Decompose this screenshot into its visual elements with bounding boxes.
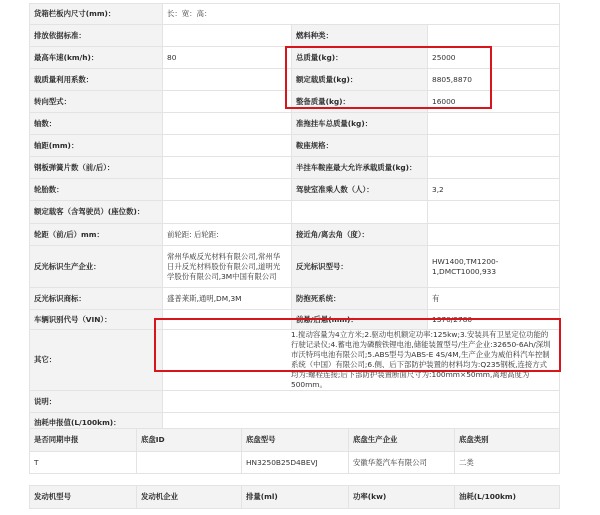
chassis-table <box>29 428 560 474</box>
spec-label: 整备质量(kg)： <box>292 91 428 113</box>
table-row <box>30 452 560 474</box>
spec-label: 轴数： <box>30 113 163 135</box>
spec-label: 载质量利用系数： <box>30 69 163 91</box>
spec-value: 前轮距: 后轮距: <box>163 224 292 246</box>
spec-label: 总质量(kg)： <box>292 47 428 69</box>
spec-label: 前悬/后悬(mm)： <box>292 310 428 330</box>
spec-value: 常州华威反光材料有限公司,常州华日升反光材料股份有限公司,道明光学股份有限公司,3M中国有限公司 <box>163 246 292 288</box>
spec-value <box>163 310 292 330</box>
spec-value <box>428 157 560 179</box>
spec-label: 接近角/离去角（度）： <box>292 224 428 246</box>
chassis-cell: 二类 <box>455 452 560 474</box>
spec-value: 长：宽：高： <box>163 4 560 25</box>
spec-label <box>292 201 428 224</box>
spec-label: 防抱死系统： <box>292 288 428 310</box>
table-row <box>30 310 560 330</box>
chassis-cell <box>137 452 242 474</box>
spec-value: 1370/2780 <box>428 310 560 330</box>
spec-label: 反光标识生产企业： <box>30 246 163 288</box>
table-row <box>30 429 560 452</box>
engine-header: 发动机企业 <box>137 486 242 509</box>
spec-value <box>428 25 560 47</box>
spec-value: 16000 <box>428 91 560 113</box>
spec-label: 最高车速(km/h)： <box>30 47 163 69</box>
spec-value <box>163 91 292 113</box>
table-row <box>30 25 560 47</box>
spec-label: 说明： <box>30 391 163 413</box>
spec-label: 额定载质量(kg)： <box>292 69 428 91</box>
spec-value: 3,2 <box>428 179 560 201</box>
spec-value <box>163 69 292 91</box>
spec-value: 有 <box>428 288 560 310</box>
chassis-header: 底盘型号 <box>242 429 349 452</box>
spec-value: 25000 <box>428 47 560 69</box>
spec-label: 轴距(mm)： <box>30 135 163 157</box>
spec-value <box>163 391 560 413</box>
engine-header: 油耗(L/100km) <box>455 486 560 509</box>
chassis-cell: 安徽华菱汽车有限公司 <box>349 452 455 474</box>
spec-value <box>163 157 292 179</box>
spec-label: 车辆识别代号（VIN）： <box>30 310 163 330</box>
spec-value: 8805,8870 <box>428 69 560 91</box>
spec-value <box>163 113 292 135</box>
table-row <box>30 246 560 288</box>
spec-value <box>428 224 560 246</box>
spec-label: 排放依据标准： <box>30 25 163 47</box>
spec-label: 钢板弹簧片数（前/后）： <box>30 157 163 179</box>
spec-label: 轮距（前/后）mm： <box>30 224 163 246</box>
spec-value: HW1400,TM1200-1,DMCT1000,933 <box>428 246 560 288</box>
engine-header: 功率(kw) <box>349 486 455 509</box>
table-row <box>30 135 560 157</box>
spec-value <box>163 25 292 47</box>
spec-label: 准拖挂车总质量(kg)： <box>292 113 428 135</box>
spec-label: 反光标识商标： <box>30 288 163 310</box>
spec-label: 货箱栏板内尺寸(mm)： <box>30 4 163 25</box>
spec-value-other: 1.搅动容量为4立方米;2.驱动电机额定功率:125kw;3.安装具有卫星定位功能的行驶记录仪;4.蓄电池为磷酸铁锂电池,储能装置型号/生产企业:32650-6Ah/深圳市沃特玛电池有限公司;5.ABS型号为ABS-E 4S/4M,生产企业为威伯科汽车控制系统（中国）有限公司;6.侧、后下部防护装置的材料均为:Q235钢板,连接方式均为:螺栓连接;后下部防护装置断面尺寸为:100mm×50mm,离地高度为500mm。 <box>163 330 560 391</box>
spec-label: 反光标识型号： <box>292 246 428 288</box>
spec-label: 轮胎数： <box>30 179 163 201</box>
table-row <box>30 330 560 391</box>
spec-value: 80 <box>163 47 292 69</box>
spec-label: 鞍座规格： <box>292 135 428 157</box>
table-row <box>30 224 560 246</box>
spec-label: 其它： <box>30 330 163 391</box>
table-row <box>30 157 560 179</box>
spec-label: 驾驶室准乘人数（人）： <box>292 179 428 201</box>
chassis-header: 是否同期申报 <box>30 429 137 452</box>
spec-label: 半挂车鞍座最大允许承载质量(kg)： <box>292 157 428 179</box>
chassis-cell: HN3250B25D4BEVJ <box>242 452 349 474</box>
table-row <box>30 179 560 201</box>
table-row <box>30 47 560 69</box>
engine-header: 排量(ml) <box>242 486 349 509</box>
chassis-header: 底盘ID <box>137 429 242 452</box>
chassis-header: 底盘类别 <box>455 429 560 452</box>
spec-label: 燃料种类： <box>292 25 428 47</box>
engine-table <box>29 485 560 509</box>
spec-value <box>428 135 560 157</box>
table-row <box>30 113 560 135</box>
chassis-header: 底盘生产企业 <box>349 429 455 452</box>
table-row <box>30 91 560 113</box>
spec-value <box>163 201 292 224</box>
spec-label: 额定载客（含驾驶员）(座位数)： <box>30 201 163 224</box>
table-row <box>30 4 560 25</box>
table-row <box>30 391 560 413</box>
spec-label: 转向型式： <box>30 91 163 113</box>
spec-value <box>163 179 292 201</box>
spec-value <box>163 135 292 157</box>
table-row <box>30 201 560 224</box>
spec-table <box>29 3 560 433</box>
engine-header: 发动机型号 <box>30 486 137 509</box>
spec-label: 油耗申报值(L/100km)： <box>30 413 163 433</box>
chassis-cell: T <box>30 452 137 474</box>
table-row <box>30 69 560 91</box>
spec-value: 盛普莱斯,通明,DM,3M <box>163 288 292 310</box>
spec-value <box>428 113 560 135</box>
spec-value <box>428 201 560 224</box>
table-row <box>30 288 560 310</box>
table-row <box>30 486 560 509</box>
